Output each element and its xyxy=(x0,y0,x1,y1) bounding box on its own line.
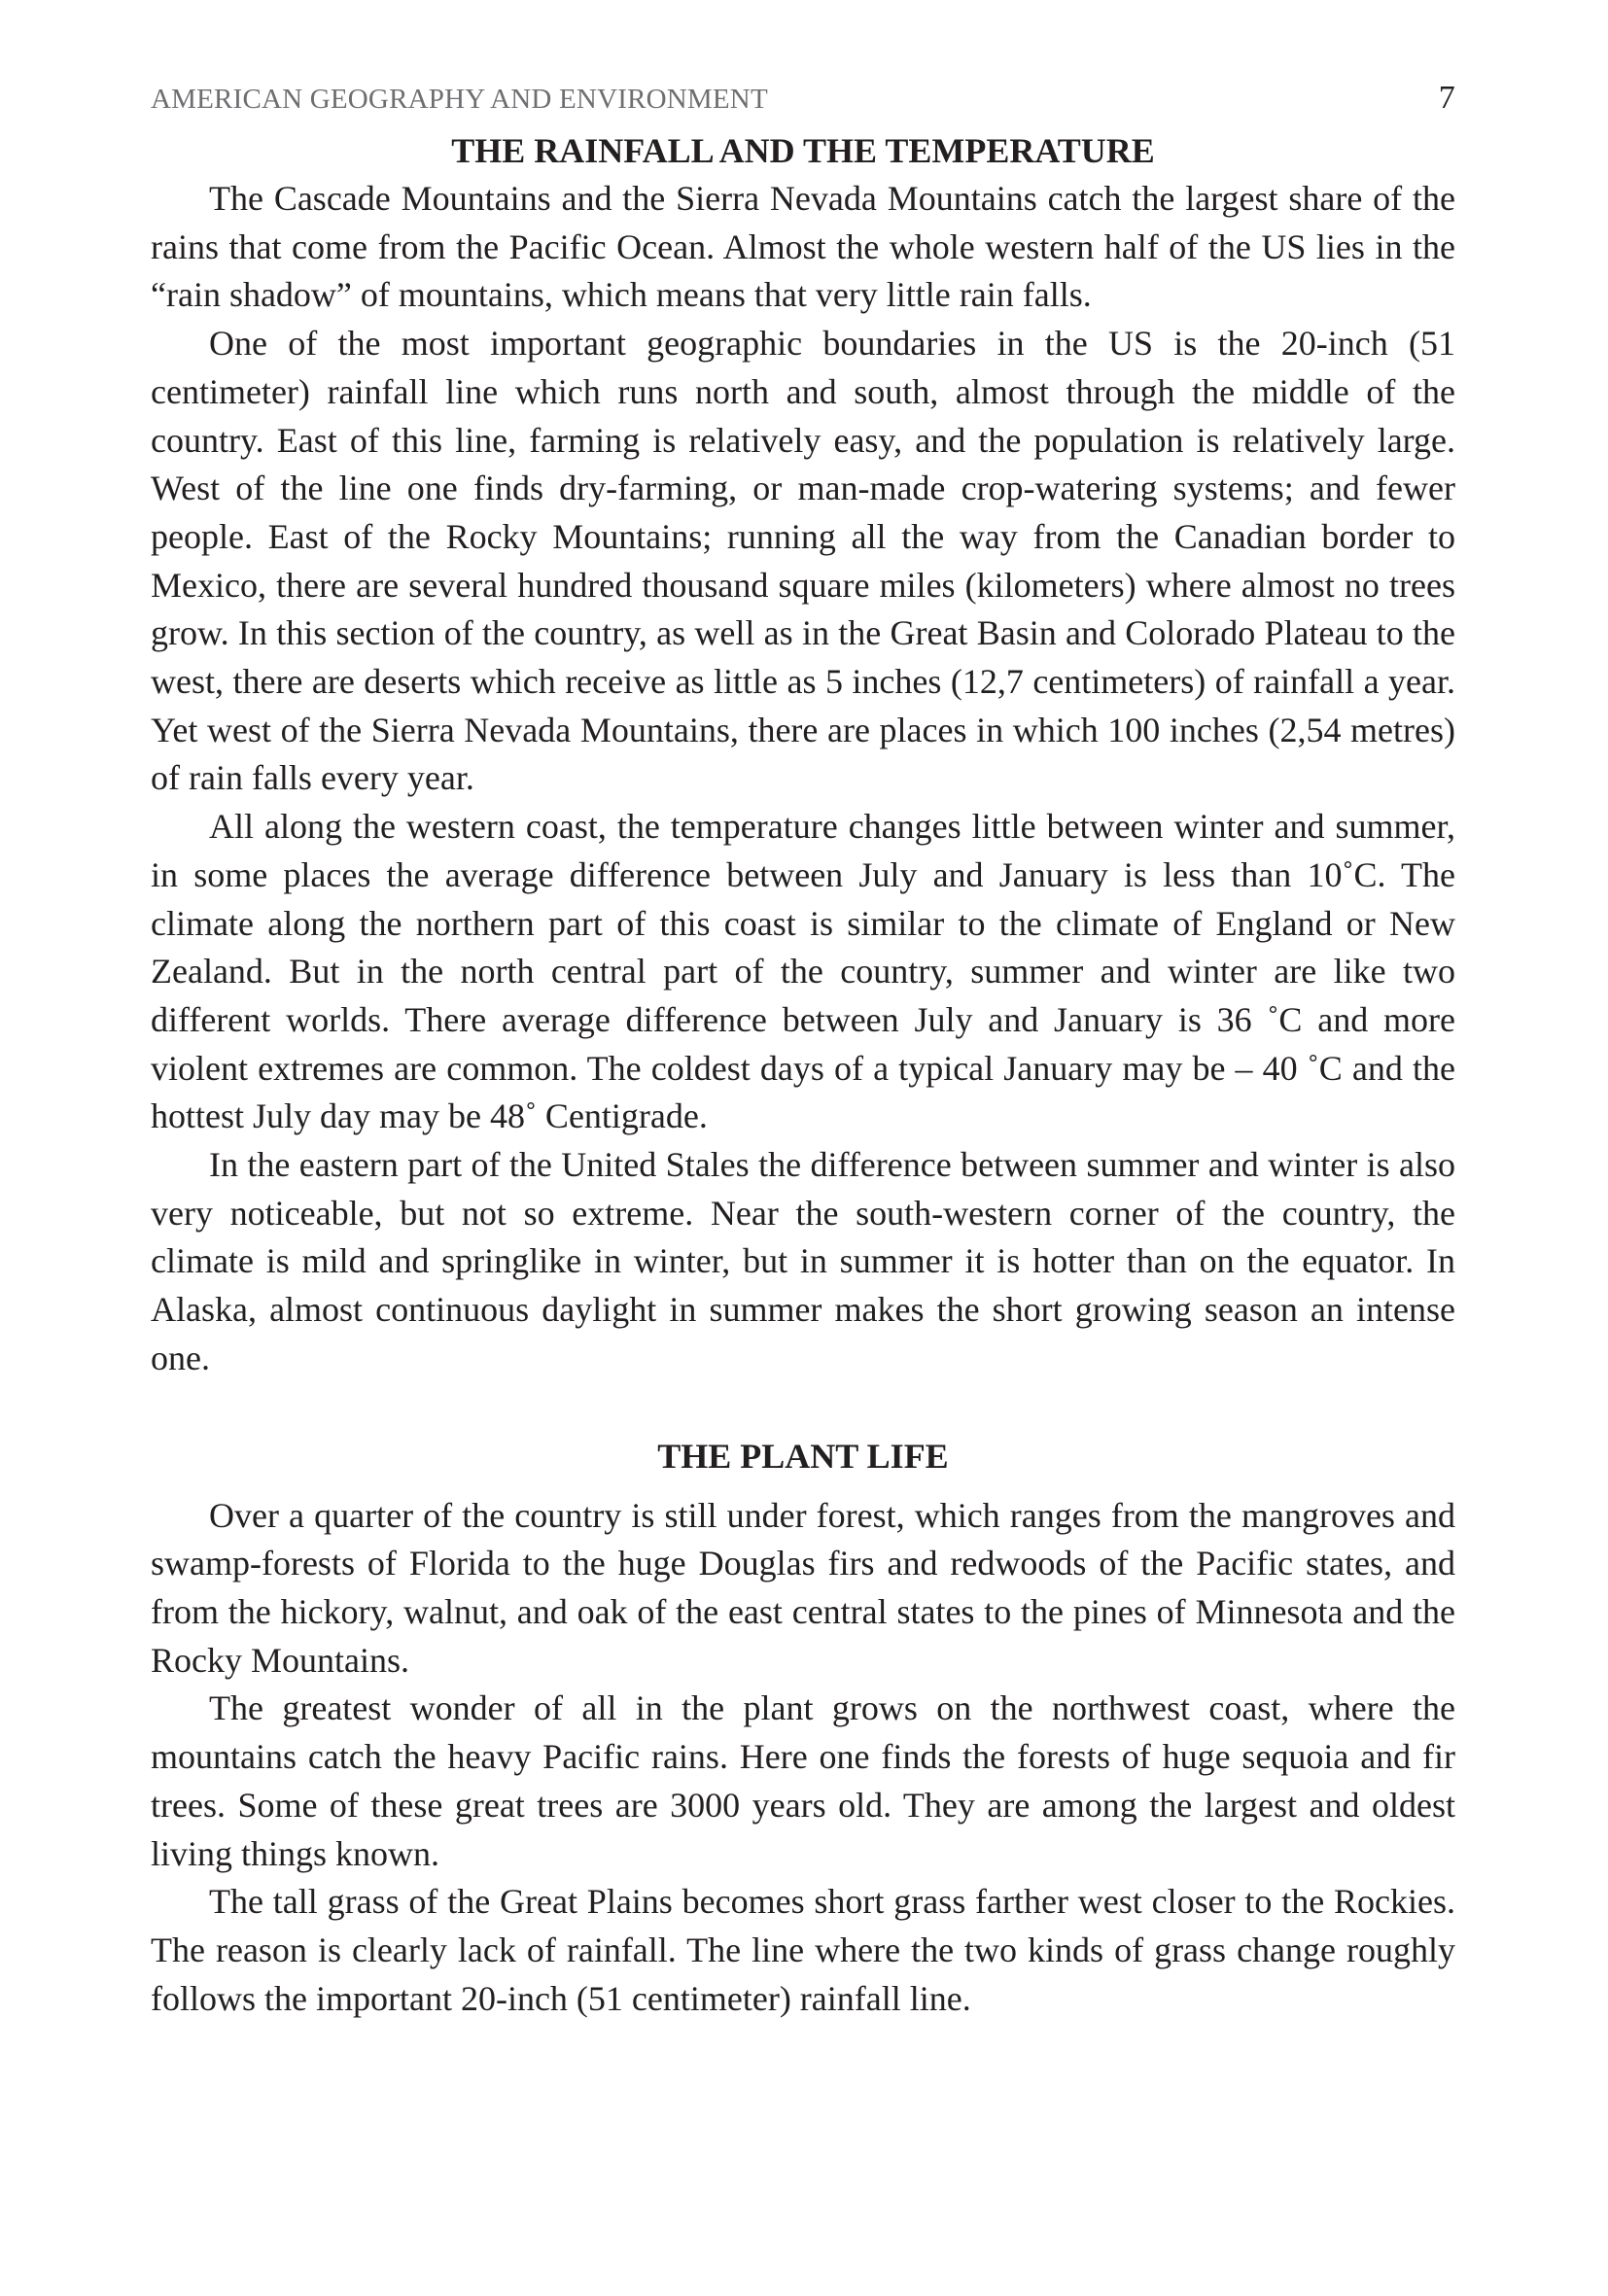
book-page xyxy=(151,78,1455,2023)
paragraph: In the eastern part of the United Stales the difference between summer and winter is also very noticeable, but not so extreme. Near the south-western corner of the country, the climate is mild and springlike in winter, but in summer it is hotter than on the equator. In Alaska, almost continuous daylight in summer makes the short growing season an intense one. xyxy=(151,1145,1455,1377)
paragraph: Over a quarter of the country is still under forest, which ranges from the mangroves and swamp-forests of Florida to the huge Douglas firs and redwoods of the Pacific states, and from the hickory, walnut, and oak of the east central states to the pines of Minnesota and the Rocky Mountains. xyxy=(151,1495,1455,1680)
section-heading: THE PLANT LIFE xyxy=(657,1436,949,1476)
paragraph: One of the most important geographic boundaries in the US is the 20-inch (51 centimeter) rainfall line which runs north and south, almost through the middle of the country. East of this line, farming is relatively easy, and the population is relatively large. West of the line one finds dry-farming, or man-made crop-watering systems; and fewer people. East of the Rocky Mountains; running all the way from the Canadian border to Mexico, there are several hundred thousand square miles (kilometers) where almost no trees grow. In this section of the country, as well as in the Great Basin and Colorado Plateau to the west, there are deserts which receive as little as 5 inches (12,7 centimeters) of rainfall a year. Yet west of the Sierra Nevada Mountains, there are places in which 100 inches (2,54 metres) of rain falls every year. xyxy=(151,324,1455,798)
running-title: AMERICAN GEOGRAPHY AND ENVIRONMENT xyxy=(151,84,768,115)
running-header xyxy=(151,78,1455,126)
section-rainfall-temperature xyxy=(151,126,1455,1383)
paragraph: All along the western coast, the temperature changes little between winter and summer, in some places the average difference between July and January is less than 10˚C. The climate along the northern part of this coast is similar to the climate of England or New Zealand. But in the north central part of the country, summer and winter are like two different worlds. There average difference between July and January is 36 ˚C and more violent extremes are common. The coldest days of a typical January may be – 40 ˚C and the hottest July day may be 48˚ Centigrade. xyxy=(151,807,1455,1136)
paragraph: The tall grass of the Great Plains becomes short grass farther west closer to the Rockies. The reason is clearly lack of rainfall. The line where the two kinds of grass change roughly follows the important 20-inch (51 centimeter) rainfall line. xyxy=(151,1882,1455,2018)
paragraph: The greatest wonder of all in the plant grows on the northwest coast, where the mountains catch the heavy Pacific rains. Here one finds the forests of huge sequoia and fir trees. Some of these great trees are 3000 years old. They are among the largest and oldest living things known. xyxy=(151,1688,1455,1873)
section-heading: THE RAINFALL AND THE TEMPERATURE xyxy=(451,131,1155,170)
section-plant-life xyxy=(151,1432,1455,2024)
paragraph: The Cascade Mountains and the Sierra Nevada Mountains catch the largest share of the rains that come from the Pacific Ocean. Almost the whole western half of the US lies in the “rain shadow” of mountains, which means that very little rain falls. xyxy=(151,179,1455,315)
page-number: 7 xyxy=(1438,80,1455,116)
